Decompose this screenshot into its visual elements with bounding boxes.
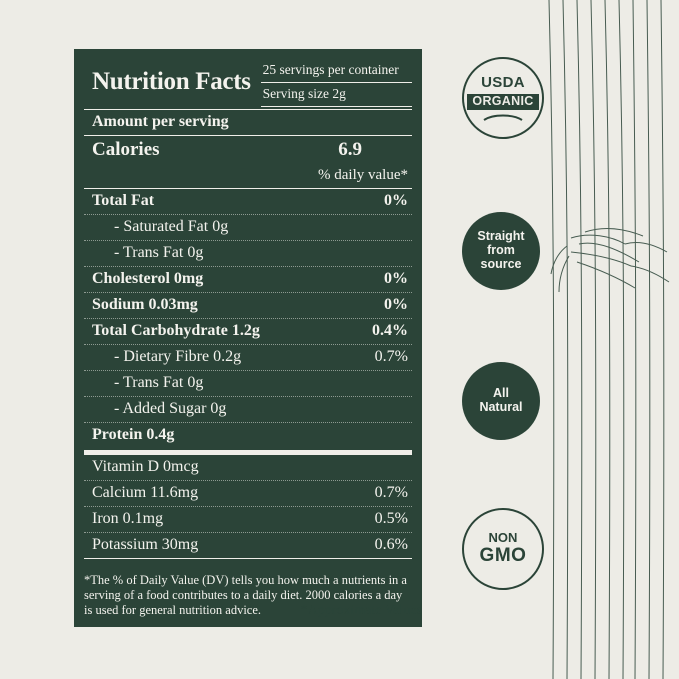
nutrient-label: Total Fat — [92, 192, 155, 209]
table-row — [84, 423, 412, 448]
nutrient-label: Iron 0.1mg — [92, 510, 164, 527]
nutrient-label: Protein 0.4g — [92, 426, 175, 443]
usda-badge-line2: ORGANIC — [467, 94, 538, 110]
nutrient-label: Sodium 0.03mg — [92, 296, 198, 313]
nutrient-value: 0.7% — [374, 348, 408, 365]
table-row — [84, 507, 412, 533]
nutrient-label: Cholesterol 0mg — [92, 270, 204, 287]
table-row — [84, 345, 412, 371]
panel-header — [84, 55, 412, 107]
page-title: Nutrition Facts — [92, 68, 251, 95]
nutrient-value: 0.6% — [374, 536, 408, 553]
straight-badge-line3: source — [480, 256, 522, 271]
nutrient-label: - Saturated Fat 0g — [114, 218, 229, 235]
table-row — [84, 397, 412, 423]
serving-size: Serving size 2g — [261, 83, 412, 107]
nutrient-label: - Trans Fat 0g — [114, 374, 204, 391]
calories-label: Calories — [92, 139, 160, 160]
nutrient-label: - Added Sugar 0g — [114, 400, 227, 417]
nutrient-value: 0.4% — [372, 322, 408, 339]
nutrient-value: 0% — [384, 192, 408, 209]
daily-value-footnote: *The % of Daily Value (DV) tells you how much a nutrients in a serving of a food contributes to a daily diet. 2000 calories a day is used for general nutrition advice. — [84, 573, 407, 617]
non-gmo-badge — [462, 508, 544, 590]
table-row — [84, 215, 412, 241]
table-row — [84, 371, 412, 397]
nutrition-facts-panel — [74, 49, 422, 627]
amount-per-serving-bar: Amount per serving — [84, 109, 412, 136]
nutrient-value: 0% — [384, 270, 408, 287]
nutrient-label: - Dietary Fibre 0.2g — [114, 348, 242, 365]
nongmo-badge-line2: GMO — [479, 544, 527, 566]
field-arc-icon — [483, 113, 523, 121]
nutrient-value: 0% — [384, 296, 408, 313]
table-row — [84, 319, 412, 345]
calories-value: 6.9 — [338, 139, 362, 160]
table-row — [84, 189, 412, 215]
table-row — [84, 455, 412, 481]
nutrient-value: 0.5% — [374, 510, 408, 527]
table-row — [84, 481, 412, 507]
nongmo-badge-line1: NON — [488, 530, 518, 546]
straight-badge-line2: from — [487, 243, 515, 258]
table-row — [84, 267, 412, 293]
nutrient-label: Potassium 30mg — [92, 536, 199, 553]
daily-value-header: % daily value* — [84, 165, 412, 189]
approximate-values-note: *Approximate Values — [300, 603, 422, 618]
serving-block — [251, 55, 412, 107]
nutrient-label: - Trans Fat 0g — [114, 244, 204, 261]
nutrient-label: Total Carbohydrate 1.2g — [92, 322, 260, 339]
nutrient-label: Calcium 11.6mg — [92, 484, 199, 501]
calories-row — [84, 136, 412, 165]
nutrient-label: Vitamin D 0mcg — [92, 458, 199, 475]
all-natural-badge — [462, 362, 540, 440]
usda-badge-line1: USDA — [481, 74, 525, 92]
table-row — [84, 293, 412, 319]
straight-from-source-badge — [462, 212, 540, 290]
table-row — [84, 241, 412, 267]
table-row — [84, 533, 412, 559]
natural-badge-line1: All — [493, 386, 509, 401]
servings-per-container: 25 servings per container — [261, 59, 412, 83]
straight-badge-line1: Straight — [477, 229, 525, 244]
nutrient-value: 0.7% — [374, 484, 408, 501]
usda-organic-badge — [462, 57, 544, 139]
natural-badge-line2: Natural — [479, 400, 523, 414]
